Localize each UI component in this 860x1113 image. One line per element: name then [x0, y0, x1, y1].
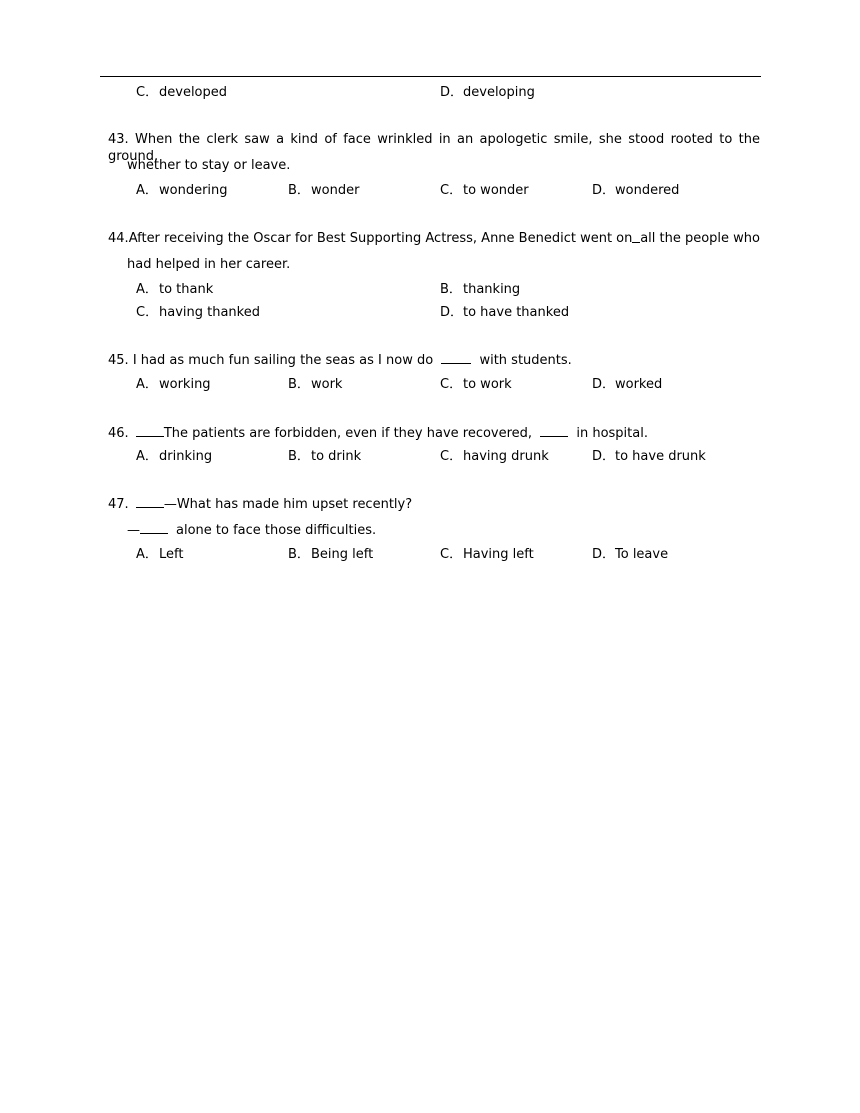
option-letter: A．	[136, 377, 158, 392]
question-text-before: I had as much fun sailing the seas as I now do	[132, 353, 434, 368]
option-text: developing	[463, 85, 535, 100]
question-44-line1	[108, 230, 760, 247]
option-letter: D．	[440, 305, 464, 320]
option-letter: B．	[288, 547, 310, 562]
option-letter: A．	[136, 183, 158, 198]
option-text: Left	[159, 547, 184, 562]
option-text: to drink	[311, 449, 362, 464]
q44-option-d[interactable]	[440, 304, 569, 321]
q46-option-a[interactable]	[136, 448, 212, 465]
question-45	[108, 351, 572, 368]
option-text: work	[311, 377, 343, 392]
q47-option-d[interactable]	[592, 546, 668, 563]
option-letter: C．	[440, 449, 463, 464]
question-text-2: in hospital.	[576, 426, 648, 441]
option-text: wondering	[159, 183, 228, 198]
question-text: When the clerk saw a kind of face wrinkled in an apologetic smile, she stood rooted to the ground,	[108, 132, 760, 164]
question-46	[108, 424, 648, 441]
option-text: to have drunk	[615, 449, 706, 464]
option-letter: B．	[288, 449, 310, 464]
question-text-after: with students.	[479, 353, 572, 368]
option-letter: C．	[440, 377, 463, 392]
question-text-before: After receiving the Oscar for Best Supporting Actress, Anne Benedict went on	[128, 231, 633, 246]
answer-blank	[540, 424, 568, 437]
q46-option-b[interactable]	[288, 448, 361, 465]
option-text: working	[159, 377, 211, 392]
q44-option-a[interactable]	[136, 281, 213, 298]
option-text: to have thanked	[463, 305, 570, 320]
option-letter: C．	[136, 85, 159, 100]
question-text: What has made him upset recently?	[176, 497, 413, 512]
q44-option-b[interactable]	[440, 281, 520, 298]
question-number: 44.	[108, 231, 129, 246]
option-letter: A．	[136, 547, 158, 562]
q43-option-a[interactable]	[136, 182, 228, 199]
option-text: thanking	[463, 282, 521, 297]
option-text: To leave	[615, 547, 669, 562]
option-letter: A．	[136, 449, 158, 464]
option-letter: C．	[440, 183, 463, 198]
option-text: to thank	[159, 282, 214, 297]
q45-option-d[interactable]	[592, 376, 662, 393]
question-number: 46.	[108, 426, 129, 441]
q47-option-b[interactable]	[288, 546, 373, 563]
option-text: Having left	[463, 547, 534, 562]
answer-blank	[136, 495, 164, 508]
header-rule	[100, 76, 761, 77]
answer-blank	[441, 351, 471, 364]
dialogue-dash: —	[127, 523, 140, 538]
answer-blank	[140, 521, 168, 534]
option-letter: D．	[592, 377, 616, 392]
option-text: wondered	[615, 183, 680, 198]
question-44-line2: had helped in her career.	[127, 257, 291, 272]
answer-blank	[632, 230, 640, 243]
option-text: to wonder	[463, 183, 529, 198]
option-text: Being left	[311, 547, 374, 562]
question-47	[108, 495, 412, 512]
option-letter: A．	[136, 282, 158, 297]
option-letter: D．	[592, 183, 616, 198]
question-number: 47.	[108, 497, 129, 512]
option-letter: C．	[136, 305, 159, 320]
q43-option-c[interactable]	[440, 182, 529, 199]
q45-option-b[interactable]	[288, 376, 342, 393]
option-letter: B．	[440, 282, 462, 297]
option-letter: D．	[440, 85, 464, 100]
option-letter: B．	[288, 377, 310, 392]
question-number: 45.	[108, 353, 129, 368]
option-text: drinking	[159, 449, 213, 464]
q47-option-a[interactable]	[136, 546, 183, 563]
q43-option-b[interactable]	[288, 182, 359, 199]
option-text: developed	[159, 85, 228, 100]
option-text: having thanked	[159, 305, 260, 320]
q46-option-d[interactable]	[592, 448, 706, 465]
question-number: 43.	[108, 132, 129, 147]
dialogue-dash: —	[163, 497, 177, 512]
question-text-1: The patients are forbidden, even if they have recovered,	[163, 426, 533, 441]
option-text: having drunk	[463, 449, 549, 464]
q46-option-c[interactable]	[440, 448, 549, 465]
option-text: wonder	[311, 183, 360, 198]
q44-option-c[interactable]	[136, 304, 260, 321]
option-text: worked	[615, 377, 663, 392]
question-47-response	[127, 521, 376, 538]
option-letter: D．	[592, 547, 616, 562]
q45-option-c[interactable]	[440, 376, 512, 393]
q43-option-d[interactable]	[592, 182, 679, 199]
q45-option-a[interactable]	[136, 376, 211, 393]
q42-option-d[interactable]	[440, 84, 535, 101]
response-text: alone to face those difficulties.	[176, 523, 377, 538]
option-letter: C．	[440, 547, 463, 562]
option-letter: D．	[592, 449, 616, 464]
question-43-line1	[108, 131, 760, 164]
q47-option-c[interactable]	[440, 546, 534, 563]
answer-blank	[136, 424, 164, 437]
q42-option-c[interactable]	[136, 84, 227, 101]
option-text: to work	[463, 377, 512, 392]
question-text-after: all the people who	[640, 231, 760, 246]
question-43-line2: whether to stay or leave.	[127, 158, 291, 173]
option-letter: B．	[288, 183, 310, 198]
